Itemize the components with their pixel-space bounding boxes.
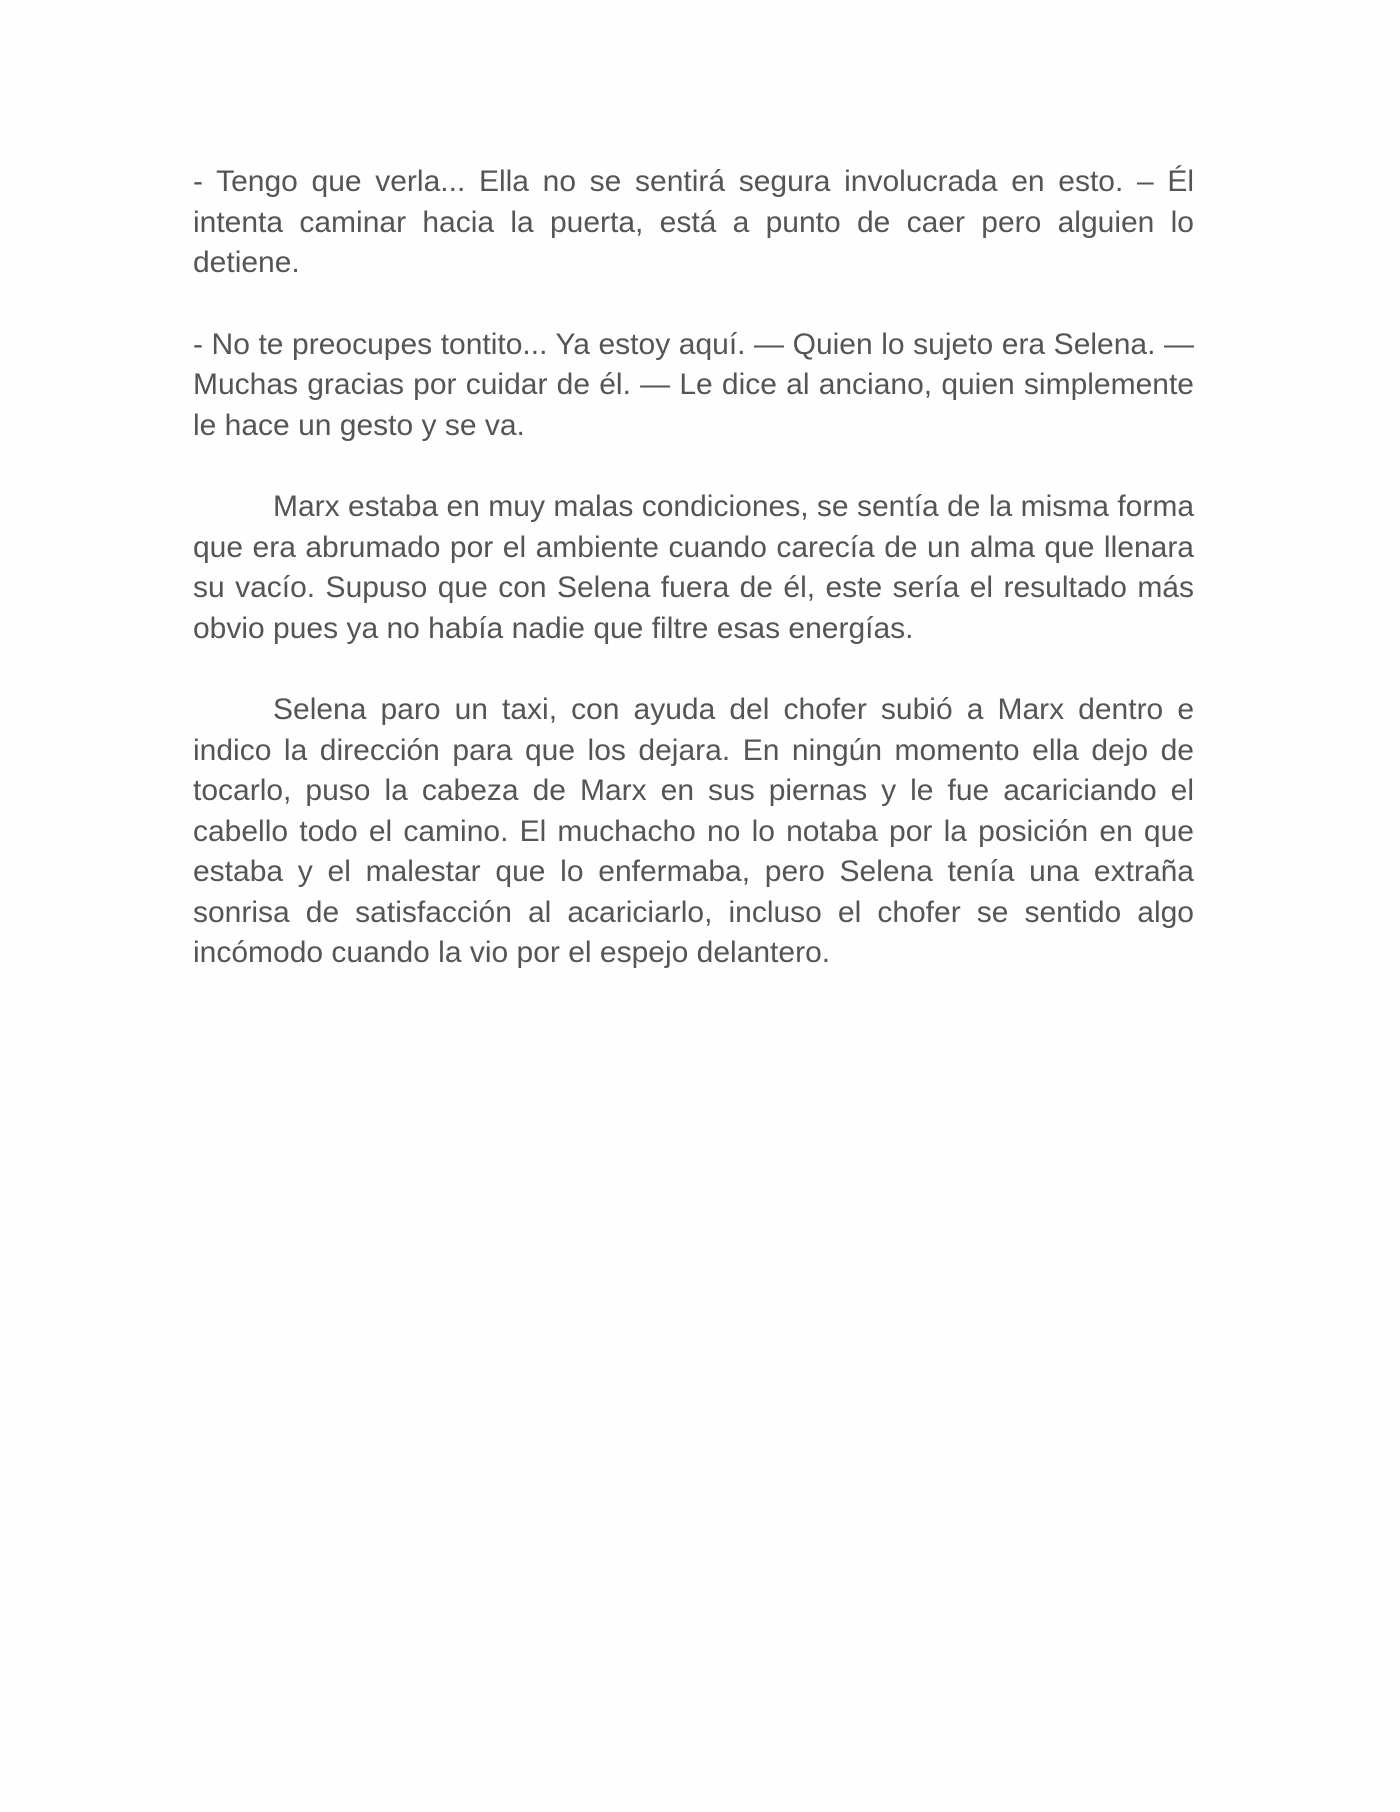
document-body: [193, 162, 1194, 974]
paragraph-1: - Tengo que verla... Ella no se sentirá segura involucrada en esto. – Él intenta caminar hacia la puerta, está a punto de caer pero alguien lo detiene.: [193, 165, 1194, 279]
paragraph-2: - No te preocupes tontito... Ya estoy aquí. — Quien lo sujeto era Selena. — Muchas gracias por cuidar de él. — Le dice al anciano, quien simplemente le hace un gesto y se va.: [193, 327, 1194, 442]
paragraph-3: Marx estaba en muy malas condiciones, se sentía de la misma forma que era abrumado por el ambiente cuando carecía de un alma que llenara su vacío. Supuso que con Selena fuera de él, este sería el resultado más obvio pues ya no había nadie que filtre esas energías.: [193, 490, 1194, 645]
paragraph-4: Selena paro un taxi, con ayuda del chofer subió a Marx dentro e indico la dirección para que los dejara. En ningún momento ella dejo de tocarlo, puso la cabeza de Marx en sus piernas y le fue acariciando el cabello todo el camino. El muchacho no lo notaba por la posición en que estaba y el malestar que lo enfermaba, pero Selena tenía una extraña sonrisa de satisfacción al acariciarlo, incluso el chofer se sentido algo incómodo cuando la vio por el espejo delantero.: [193, 693, 1194, 969]
